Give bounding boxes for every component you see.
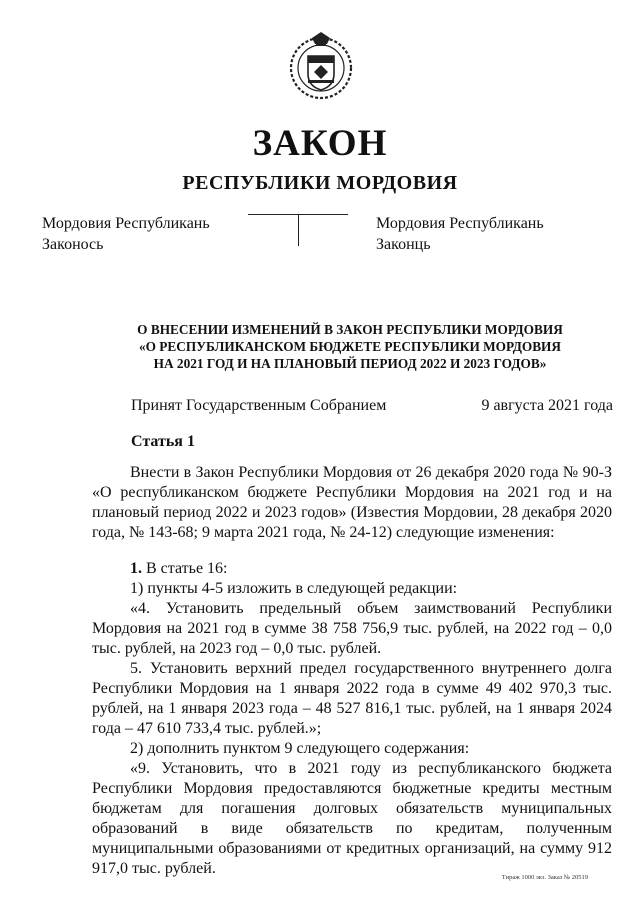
point-5-paragraph: 5. Установить верхний предел государственного внутреннего долга Республики Мордовия на 1 января 2022 года в сумме 49 402 970,3 тыс. рублей, на 1 января 2023 года – 48 527 816,1 тыс. рублей, на 1 января 2024 года – 47 610 733,4 тыс. рублей.»; (92, 660, 612, 737)
heading-line-2: «О РЕСПУБЛИКАНСКОМ БЮДЖЕТЕ РЕСПУБЛИКИ МОРДОВИЯ (138, 339, 562, 354)
heading-line-1: О ВНЕСЕНИИ ИЗМЕНЕНИЙ В ЗАКОН РЕСПУБЛИКИ МОРДОВИЯ (137, 322, 563, 337)
coat-of-arms-emblem (286, 28, 356, 104)
moksha-title (42, 213, 210, 255)
adopted-label: Принят Государственным Собранием (131, 397, 387, 414)
article-body (92, 463, 612, 879)
subitem-1-paragraph: 1) пункты 4-5 изложить в следующей редакции: (130, 580, 458, 597)
moksha-line-2: Законось (42, 236, 104, 253)
law-subtitle: РЕСПУБЛИКИ МОРДОВИЯ (182, 172, 458, 194)
law-title: ЗАКОН (252, 123, 388, 164)
erzya-line-1: Мордовия Республикань (376, 215, 544, 232)
point-4-paragraph: «4. Установить предельный объем заимствований Республики Мордовия на 2021 год в сумме 38 758 756,9 тыс. рублей, на 2022 год – 0,0 тыс. рублей, на 2023 год – 0,0 тыс. рублей. (92, 600, 612, 657)
print-info: Тираж 1000 экз. Заказ № 20519 (501, 874, 588, 881)
item-1-paragraph (92, 559, 612, 579)
heading-line-3: НА 2021 ГОД И НА ПЛАНОВЫЙ ПЕРИОД 2022 И 2023 ГОДОВ» (153, 356, 547, 371)
subitem-2-paragraph: 2) дополнить пунктом 9 следующего содержания: (130, 740, 470, 757)
erzya-line-2: Законць (376, 236, 431, 253)
erzya-title (376, 213, 544, 255)
item-1-text: В статье 16: (142, 560, 228, 577)
item-1-number: 1. (130, 560, 142, 577)
intro-paragraph: Внести в Закон Республики Мордовия от 26 декабря 2020 года № 90-З «О республиканском бюджете Республики Мордовия на 2021 год и на плановый период 2022 и 2023 годов» (Известия Мордовии, 28 декабря 2020 года, № 143-68; 9 марта 2021 года, № 24-12) следующие изменения: (92, 464, 612, 541)
adopted-date: 9 августа 2021 года (481, 397, 613, 414)
point-9-paragraph: «9. Установить, что в 2021 году из республиканского бюджета Республики Мордовия предоставляются бюджетные кредиты местным бюджетам для погашения долговых обязательств муниципальных образований в виде обязательств по кредитам, полученным муниципальными образованиями от кредитных организаций, на сумму 912 917,0 тыс. рублей. (92, 760, 612, 877)
law-number-field (248, 214, 348, 248)
article-heading: Статья 1 (131, 433, 195, 450)
moksha-line-1: Мордовия Республикань (42, 215, 210, 232)
number-divider (298, 214, 299, 246)
document-heading (110, 321, 590, 372)
